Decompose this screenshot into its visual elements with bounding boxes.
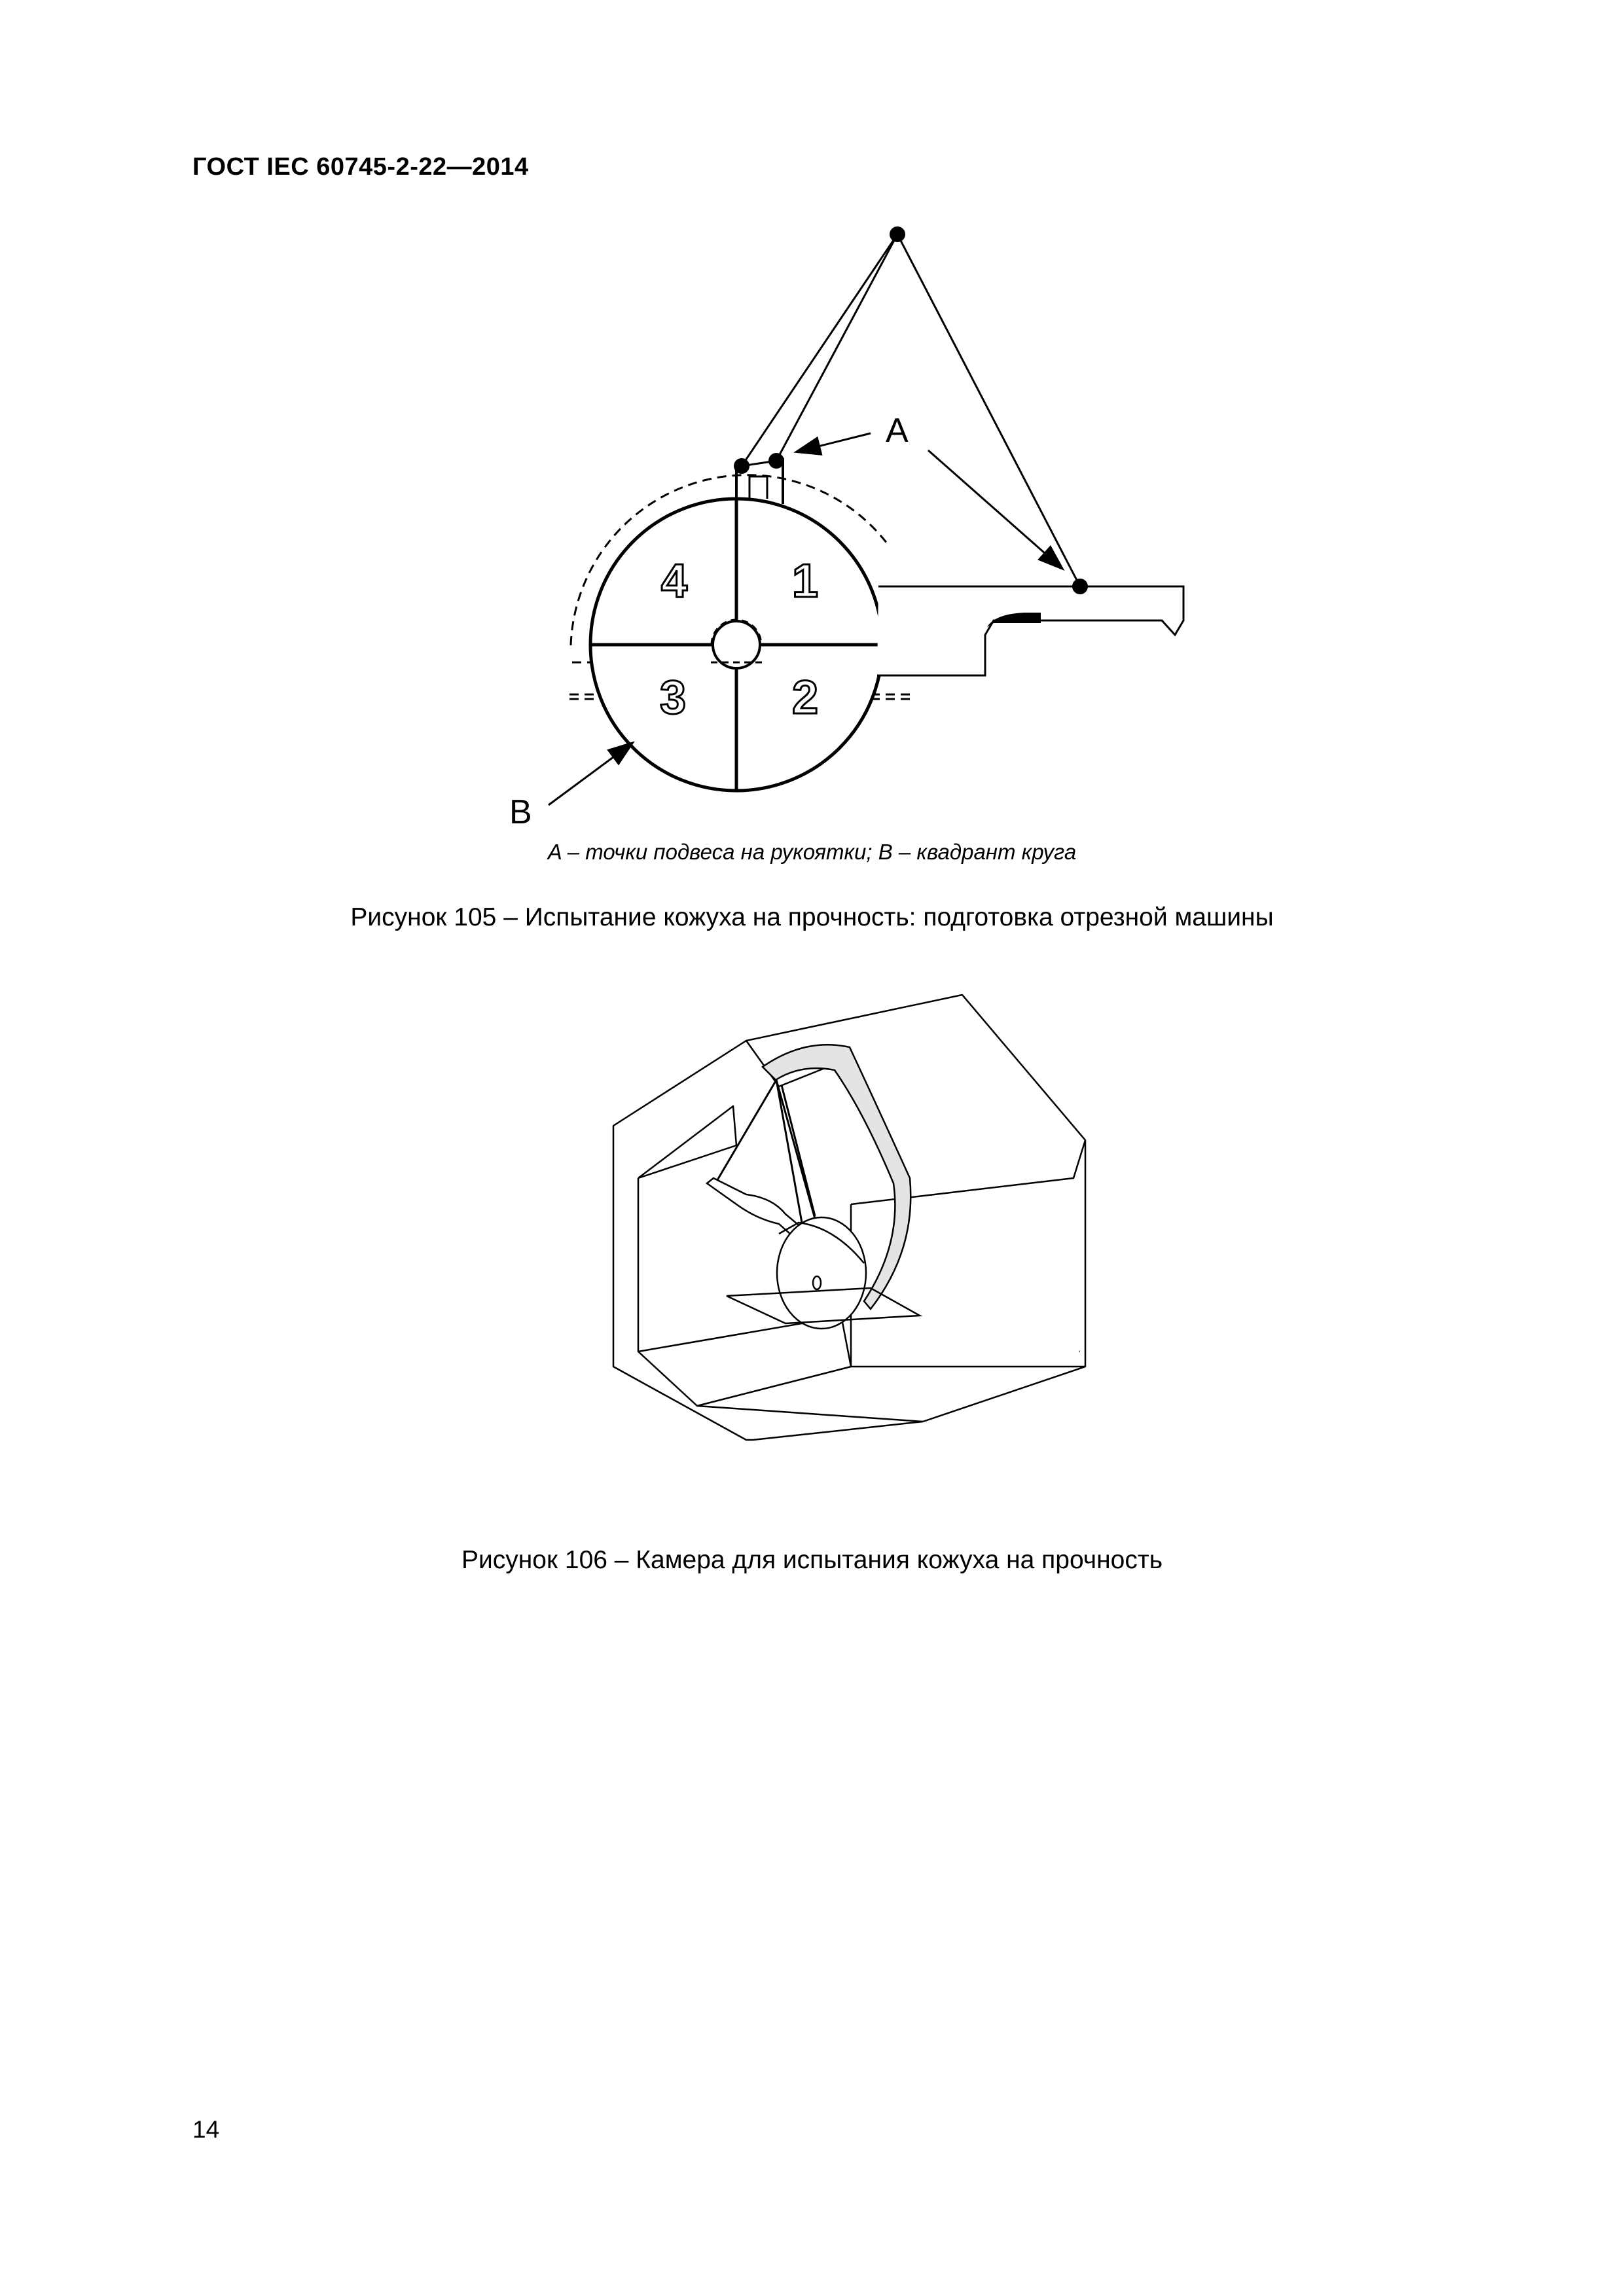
wire-right (897, 234, 1080, 586)
wire-middle (776, 234, 897, 461)
figure-106-caption: Рисунок 106 – Камера для испытания кожуха на прочность (461, 1546, 1163, 1574)
figure-105-legend: A – точки подвеса на рукоятки; B – квадрант круга (547, 840, 1077, 864)
quadrant-label-3: 3 (659, 672, 687, 724)
chamber-inner-top (638, 1106, 736, 1178)
figure-105-caption: Рисунок 105 – Испытание кожуха на прочность: подготовка отрезной машины (350, 903, 1274, 931)
bracket-inner (749, 476, 767, 499)
machine-hub (813, 1276, 821, 1289)
suspension-top-point (890, 226, 905, 242)
chamber-bottom (697, 1406, 923, 1422)
wire-left (742, 234, 897, 466)
arrow-B-to-wheel (549, 744, 632, 805)
wheel-hub (713, 621, 760, 668)
suspension-point-handle (1072, 579, 1088, 594)
chamber-divider (841, 1316, 851, 1367)
label-A: A (886, 412, 909, 450)
figure-106-diagram (589, 975, 1126, 1532)
suspension-point-middle (768, 453, 784, 469)
quadrant-label-4: 4 (660, 555, 688, 607)
arrow-A-to-handle (928, 450, 1062, 568)
suspension-point-left (734, 458, 749, 474)
machine-handle (707, 1178, 805, 1240)
document-header: ГОСТ IEC 60745-2-22—2014 (192, 153, 529, 181)
figure-106-mark: ' (1079, 1349, 1081, 1358)
machine-body (877, 586, 1183, 675)
quadrant-label-2: 2 (791, 672, 819, 724)
quadrant-label-1: 1 (791, 555, 819, 607)
machine-wheel (777, 1217, 866, 1329)
arrow-A-to-bracket (797, 433, 871, 452)
figure-105-diagram (0, 0, 1624, 844)
label-B: B (509, 793, 532, 831)
page-number: 14 (192, 2116, 220, 2143)
